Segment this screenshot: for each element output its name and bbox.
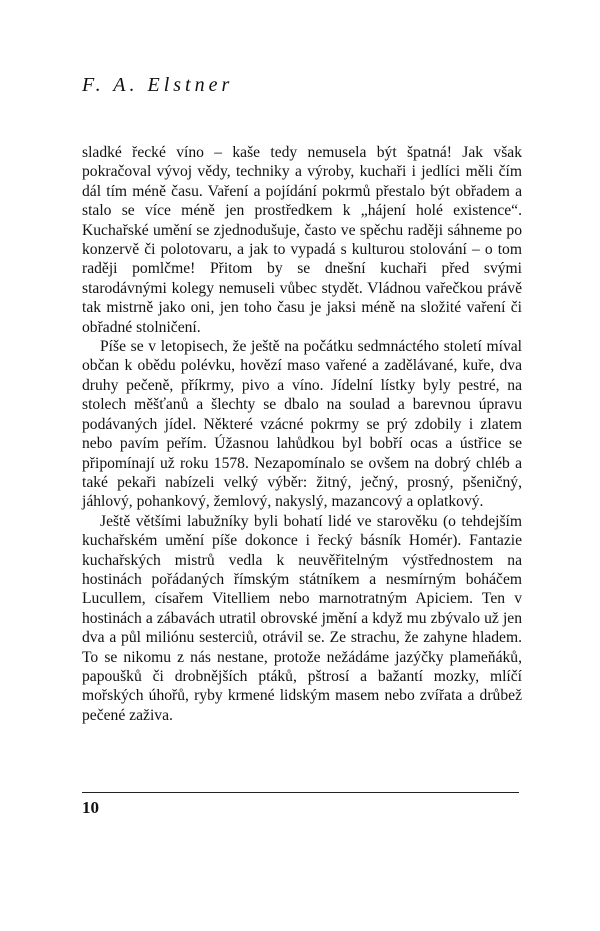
body-text (82, 143, 522, 725)
footer-rule (82, 792, 519, 793)
page-number: 10 (82, 798, 99, 817)
paragraph-2: Píše se v letopisech, že ještě na počátku sedmnáctého století míval občan k obědu polévku, hovězí maso vařené a zadělávané, kuře, dva druhy pečeně, příkrmy, pivo a víno. Jídelní lístky byly pestré, na stolech měšťanů a šlechty se dbalo na soulad a barevnou úpravu podávaných jídel. Některé vzácné pokrmy se prý zdobily i zlatem nebo pavím peřím. Úžasnou lahůdkou byl bobří ocas a ústřice se připomínají už roku 1578. Nezapomínalo se ovšem na dobrý chléb a také pekaři nabízeli velký výběr: žitný, ječný, prosný, pšeničný, jáhlový, pohankový, žemlový, nakyslý, mazancový a oplatkový. (82, 338, 522, 511)
paragraph-1: sladké řecké víno – kaše tedy nemusela být špatná! Jak však pokračoval vývoj vědy, techniky a výroby, kuchaři i jedlíci měli čím dál tím méně času. Vaření a pojídání pokrmů přestalo být obřadem a stalo se více méně jen prostředkem k „hájení holé existence“. Kuchařské umění se zjednodušuje, často ve spěchu raději sáhneme po konzervě či polotovaru, a jak to vypadá s kulturou stolování – o tom raději pomlčme! Přitom by se dnešní kuchaři před svými starodávnými kolegy nemuseli vůbec stydět. Vládnou vařečkou právě tak mistrně jako oni, jen toho času je jaksi méně na složité vaření či obřadné stolničení. (82, 144, 522, 336)
paragraph-3: Ještě většími labužníky byli bohatí lidé ve starověku (o tehdejším kuchařském umění píše dokonce i řecký básník Homér). Fantazie kuchařských mistrů vedla k neuvěřitelným výstřednostem na hostinách pořádaných římským státníkem a nesmírným boháčem Lucullem, císařem Vitelliem nebo marnotratným Apiciem. Ten v hostinách a zábavách utratil obrovské jmění a když mu zbývalo už jen dva a půl miliónu sesterciů, otrávil se. Ze strachu, že zahyne hladem. To se nikomu z nás nestane, protože nežádáme jazýčky plameňáků, papoušků či drobnějších ptáků, pštrosí a bažantí mozky, mlíčí mořských úhořů, ryby krmené lidským masem nebo zvířata a drůbež pečené zaživa. (82, 512, 522, 724)
running-head-author: F. A. Elstner (82, 74, 234, 96)
